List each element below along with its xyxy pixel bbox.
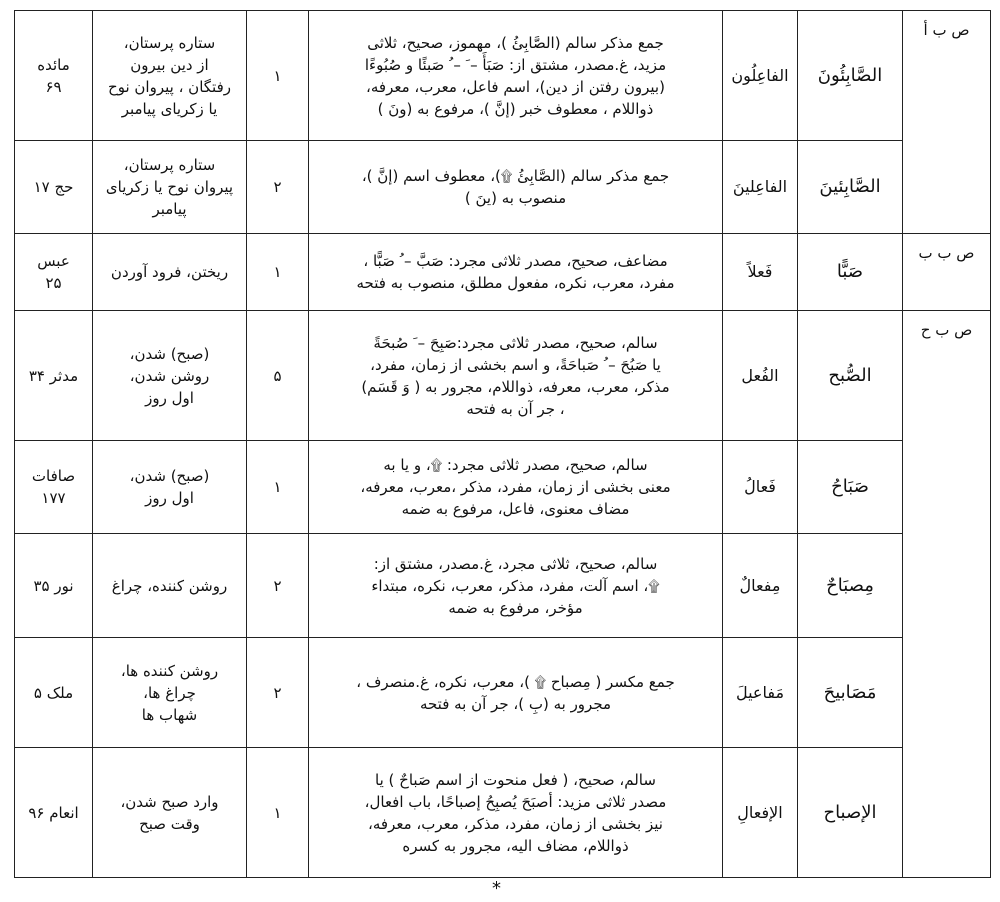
reference-cell [15,11,93,141]
description-cell-line: سالم، صحیح، مصدر ثلاثی مجرد: ۩، و یا به [383,456,648,474]
word-analysis-table [14,10,991,878]
reference-cell-line: ۲۵ [45,274,62,292]
meaning-cell-line: اول روز [145,489,194,507]
word-cell: صَبَاحُ [798,441,903,534]
description-cell-line: مذکر، معرب، معرفه، ذواللام، مجرور به ( وَ قَسَم) [361,377,670,396]
description-cell-line: سالم، صحیح، مصدر ثلاثی مجرد:صَبِحَ – َ صُبحَةً [373,333,658,352]
meaning-cell-line: ریختن، فرود آوردن [110,263,229,281]
pattern-cell: الإفعالِ [723,748,798,878]
description-cell-line: مصدر ثلاثی مزید: أصبَحَ یُصبِحُ إصباحًا، باب افعال، [364,792,667,811]
word-cell: صَبًّا [798,234,903,311]
count-cell: ۱ [247,11,309,141]
meaning-cell-line: وارد صبح شدن، [120,792,219,811]
count-cell: ۱ [247,441,309,534]
meaning-cell-line: (صبح) شدن، [129,344,210,363]
footer-asterisk: * [492,878,501,899]
word-cell: الصَّابِئينَ [798,141,903,234]
meaning-cell [93,311,247,441]
meaning-cell [93,748,247,878]
root-cell: ص ب ح [903,311,991,878]
count-cell: ۲ [247,141,309,234]
description-cell-line: مضاف معنوی، فاعل، مرفوع به ضمه [401,500,630,518]
meaning-cell-line: از دین بیرون [130,55,209,74]
reference-cell [15,234,93,311]
description-cell [309,234,723,311]
meaning-cell-line: شهاب ها [141,705,198,724]
table-row [15,748,991,878]
description-cell-line: ذواللام، مضاف الیه، مجرور به کسره [402,836,629,855]
description-cell-line: مجرور به (بِ )، جر آن به فتحه [419,694,612,713]
description-cell-line: ذواللام ، معطوف خبر (إنَّ )، مرفوع به (ونَ ) [377,99,654,118]
pattern-cell: فَعلاً [723,234,798,311]
meaning-cell [93,141,247,234]
meaning-cell-line: وقت صبح [139,814,200,833]
description-cell-line: یا صَبُحَ – ُ صَباحَةً، و اسم بخشی از زمان، مفرد، [370,355,661,374]
meaning-cell-line: یا زکریای پیامبر [121,99,218,118]
table-row [15,534,991,638]
description-cell-line: مضاعف، صحیح، مصدر ثلاثی مجرد: صَبَّ – ُ صَبًّا ، [363,252,668,270]
meaning-cell-line: اول روز [145,388,194,407]
count-cell: ۵ [247,311,309,441]
reference-cell [15,638,93,748]
reference-cell [15,311,93,441]
description-cell [309,141,723,234]
reference-cell-line: انعام ۹۶ [28,803,79,822]
meaning-cell-line: رفتگان ، پیروان نوح [108,77,231,96]
description-cell [309,11,723,141]
description-cell-line: ۩، اسم آلت، مفرد، مذکر، معرب، نکره، مبتداء [371,576,660,595]
meaning-cell [93,638,247,748]
word-cell: مِصبَاحٌ [798,534,903,638]
description-cell [309,311,723,441]
reference-cell-line: صافات [31,467,76,485]
meaning-cell-line: ستاره پرستان، [123,33,216,52]
table-row [15,638,991,748]
description-cell-line: سالم، صحیح، ( فعل منحوت از اسم صَباحٌ ) یا [375,770,656,789]
reference-cell-line: عبس [37,252,70,270]
reference-cell-line: ملک ۵ [33,683,74,702]
description-cell-line: منصوب به (ینَ ) [464,189,567,207]
meaning-cell [93,234,247,311]
reference-cell [15,534,93,638]
reference-cell [15,441,93,534]
pattern-cell: الفاعِلُون [723,11,798,141]
meaning-cell-line: پیروان نوح یا زکریای [105,178,234,196]
count-cell: ۱ [247,748,309,878]
word-cell: الصُّبح [798,311,903,441]
description-cell [309,441,723,534]
reference-cell [15,141,93,234]
pattern-cell: فَعالُ [723,441,798,534]
meaning-cell-line: چراغ ها، [143,683,196,702]
table-row [15,311,991,441]
description-cell-line: ، جر آن به فتحه [466,399,565,418]
count-cell: ۱ [247,234,309,311]
pattern-cell: مِفعالٌ [723,534,798,638]
description-cell-line: جمع مذکر سالم (الصَّابِئُ )، مهموز، صحیح، ثلاثی [367,33,664,52]
reference-cell-line: نور ۳۵ [33,576,74,595]
reference-cell-line: ۱۷۷ [41,489,66,507]
count-cell: ۲ [247,534,309,638]
meaning-cell-line: (صبح) شدن، [129,467,210,485]
description-cell [309,638,723,748]
description-cell-line: (بیرون رفتن از دین)، اسم فاعل، معرب، معرفه، [366,77,665,96]
table-row [15,441,991,534]
reference-cell-line: ۶۹ [45,77,62,96]
description-cell-line: مزید، غ.مصدر، مشتق از: صَبَأَ – َ – ُ صَبئًا و صُبُوءًا [364,55,667,74]
root-cell: ص ب أ [903,11,991,234]
description-cell [309,534,723,638]
description-cell [309,748,723,878]
word-cell: مَصَابیحَ [798,638,903,748]
meaning-cell-line: روشن کننده، چراغ [111,576,228,595]
pattern-cell: الفاعِلینَ [723,141,798,234]
count-cell: ۲ [247,638,309,748]
description-cell-line: نیز بخشی از زمان، مفرد، مذکر، معرب، معرفه، [368,814,663,833]
table-row [15,234,991,311]
description-cell-line: جمع مذکر سالم (الصَّابِئُ ۩)، معطوف اسم (إنَّ )، [361,167,670,185]
description-cell-line: جمع مکسر ( مِصباح ۩ )، معرب، نکره، غ.منصرف ، [356,672,675,691]
pattern-cell: الفُعل [723,311,798,441]
meaning-cell [93,534,247,638]
table-row [15,141,991,234]
description-cell-line: مؤخر، مرفوع به ضمه [448,598,583,617]
reference-cell [15,748,93,878]
root-cell: ص ب ب [903,234,991,311]
meaning-cell-line: روشن کننده ها، [120,661,219,680]
word-cell: الصَّابِئُونَ [798,11,903,141]
description-cell-line: سالم، صحیح، ثلاثی مجرد، غ.مصدر، مشتق از: [373,554,658,573]
reference-cell-line: مدثر ۳۴ [28,366,79,385]
meaning-cell [93,441,247,534]
reference-cell-line: حج ۱۷ [33,178,74,196]
meaning-cell [93,11,247,141]
meaning-cell-line: ستاره پرستان، [123,156,216,174]
meaning-cell-line: پیامبر [152,200,187,218]
word-cell: الإصباح [798,748,903,878]
description-cell-line: مفرد، معرب، نکره، مفعول مطلق، منصوب به فتحه [356,274,675,292]
description-cell-line: معنی بخشی از زمان، مفرد، مذکر ،معرب، معرفه، [360,478,671,496]
pattern-cell: مَفاعیلَ [723,638,798,748]
meaning-cell-line: روشن شدن، [129,366,210,385]
reference-cell-line: مائده [37,55,70,74]
table-row [15,11,991,141]
